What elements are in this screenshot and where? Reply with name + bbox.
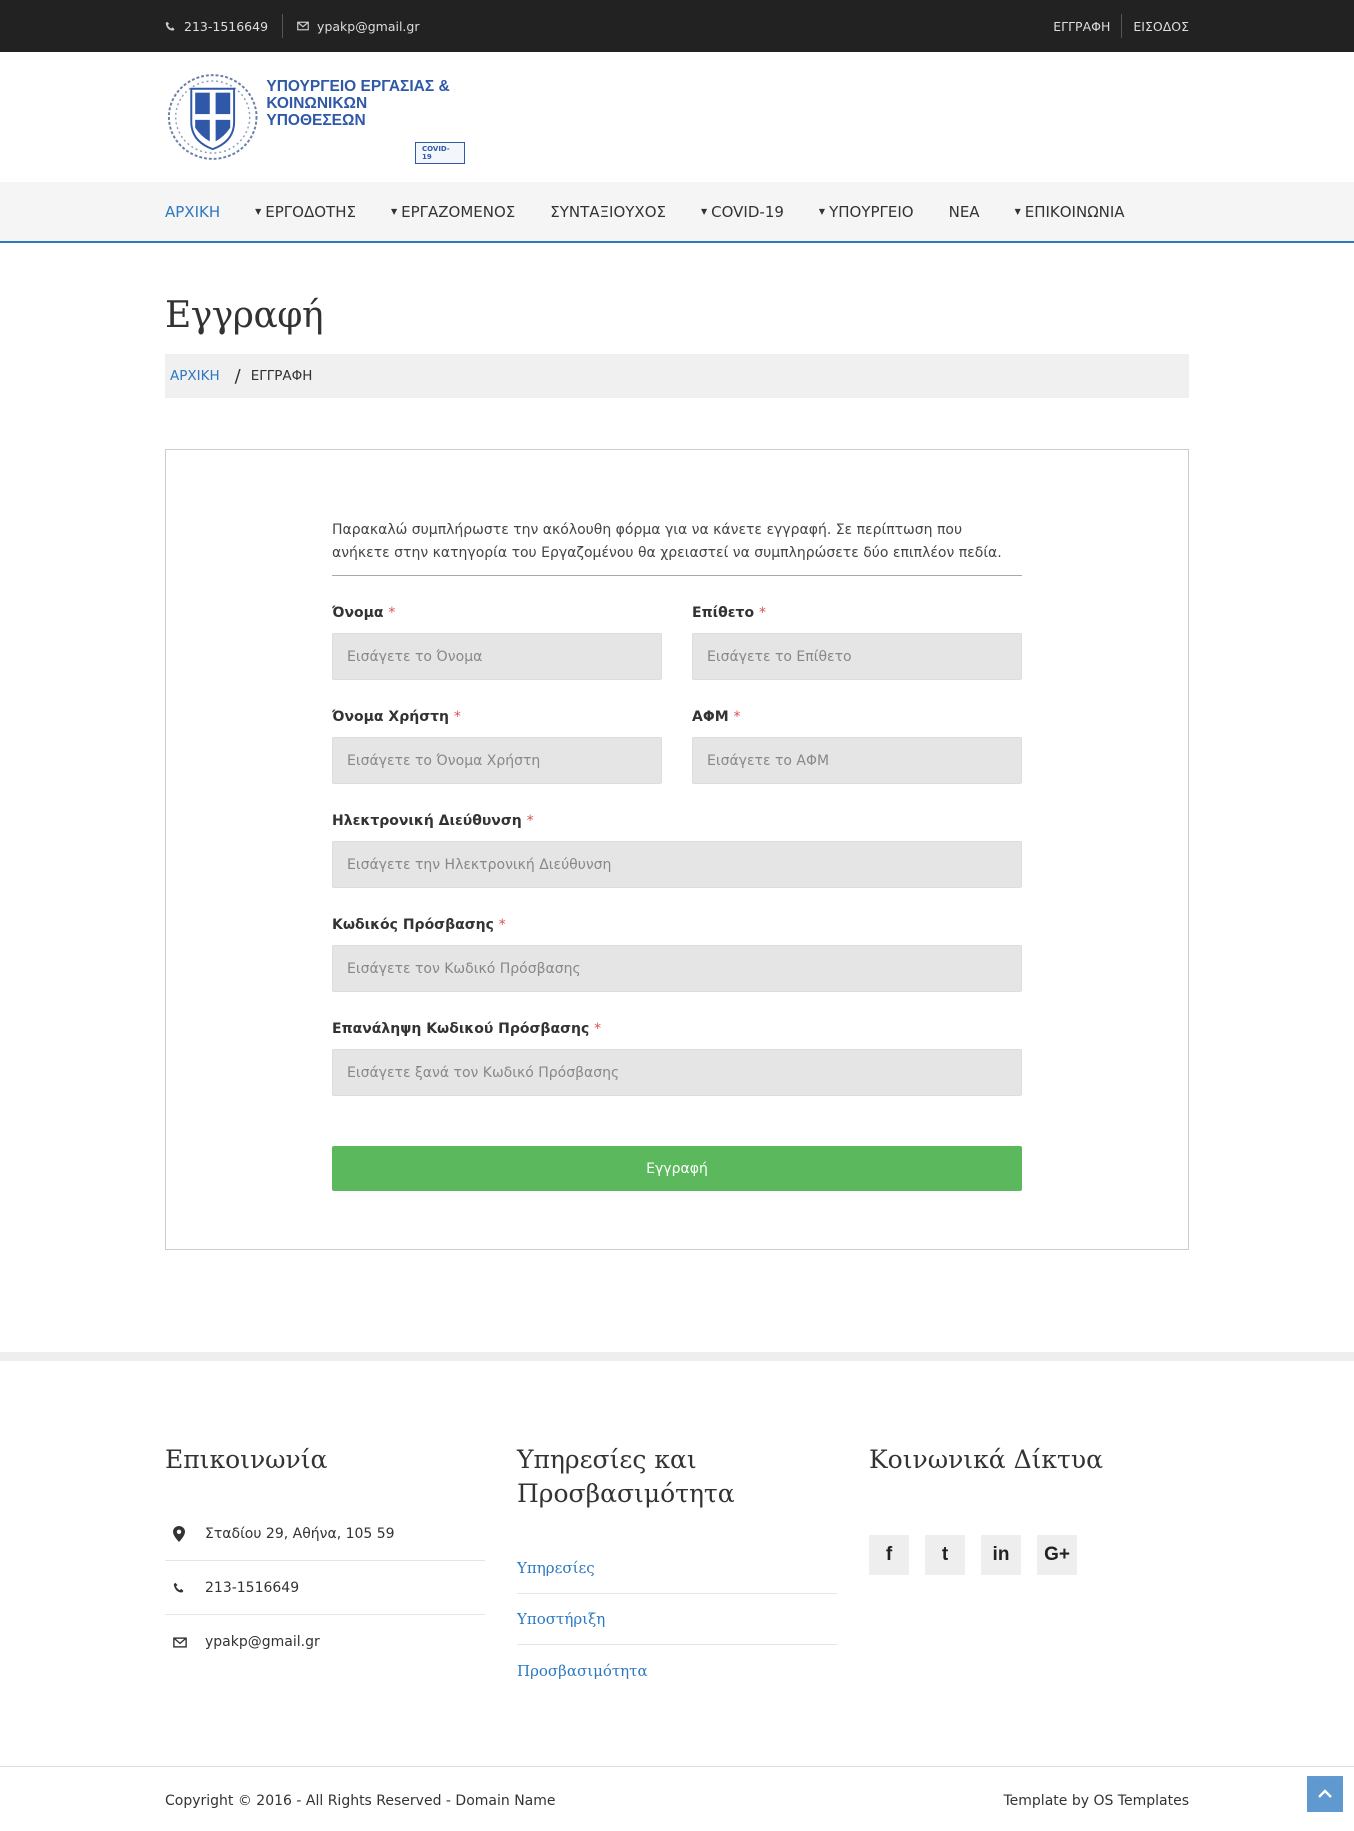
ministry-name	[266, 78, 465, 129]
registration-card	[165, 449, 1189, 1250]
footer-services	[517, 1443, 837, 1696]
bottom-bar	[0, 1766, 1354, 1831]
password-repeat-label	[332, 1021, 1022, 1037]
email-label-text: Ηλεκτρονική Διεύθυνση	[332, 813, 522, 829]
last-name-input[interactable]	[692, 633, 1022, 680]
nav-item-label: ΕΡΓΑΖΟΜΕΝΟΣ	[401, 202, 516, 221]
footer-phone	[165, 1561, 485, 1615]
footer-contact	[165, 1443, 485, 1696]
topbar-phone	[165, 19, 268, 34]
linkedin-icon[interactable]: in	[981, 1535, 1021, 1575]
username-label-text: Όνομα Χρήστη	[332, 709, 450, 725]
nav-item-1[interactable]	[255, 203, 356, 221]
phone-icon	[165, 21, 176, 32]
required-mark: *	[733, 709, 741, 725]
required-mark: *	[388, 605, 396, 621]
breadcrumb-separator: /	[234, 365, 241, 387]
nav-item-label: ΥΠΟΥΡΓΕΙΟ	[829, 202, 914, 221]
breadcrumb-current: ΕΓΓΡΑΦΗ	[250, 368, 313, 384]
footer-contact-title: Επικοινωνία	[165, 1445, 328, 1474]
nav-item-2[interactable]	[391, 203, 515, 221]
password-repeat-input[interactable]	[332, 1049, 1022, 1096]
username-input[interactable]	[332, 737, 662, 784]
register-submit-button[interactable]: Εγγραφή	[332, 1146, 1022, 1191]
email-input[interactable]	[332, 841, 1022, 888]
password-repeat-label-text: Επανάληψη Κωδικού Πρόσβασης	[332, 1021, 590, 1037]
ministry-name-line1: ΥΠΟΥΡΓΕΙΟ ΕΡΓΑΣΙΑΣ &	[266, 78, 450, 95]
nav-item-label: ΣΥΝΤΑΞΙΟΥΧΟΣ	[550, 202, 666, 221]
nav-item-label: COVID-19	[711, 202, 784, 221]
footer-address	[165, 1507, 485, 1561]
nav-item-label: ΑΡΧΙΚΗ	[165, 202, 221, 221]
copyright-text: Copyright © 2016 - All Rights Reserved - Domain Name	[165, 1793, 556, 1809]
form-intro: Παρακαλώ συμπλήρωστε την ακόλουθη φόρμα για να κάνετε εγγραφή. Σε περίπτωση που ανήκετε στην κατηγορία του Εργαζομένου θα χρειαστεί να συμπληρώσετε δύο επιπλέον πεδία.	[332, 519, 1022, 576]
afm-label-text: ΑΦΜ	[692, 709, 729, 725]
last-name-label-text: Επίθετο	[692, 605, 755, 621]
afm-input[interactable]	[692, 737, 1022, 784]
login-link[interactable]: ΕΙΣΟΔΟΣ	[1133, 18, 1189, 34]
nav-item-label: ΕΠΙΚΟΙΝΩΝΙΑ	[1024, 202, 1125, 221]
password-input[interactable]	[332, 945, 1022, 992]
footer-social	[869, 1443, 1189, 1696]
required-mark: *	[526, 813, 534, 829]
required-mark: *	[594, 1021, 602, 1037]
email-label	[332, 813, 1022, 829]
footer-service-link[interactable]: Προσβασιμότητα	[517, 1661, 648, 1680]
footer-service-link[interactable]: Υποστήριξη	[517, 1594, 837, 1645]
greek-emblem-icon	[165, 70, 260, 164]
twitter-icon[interactable]: t	[925, 1535, 965, 1575]
nav-item-0[interactable]	[165, 203, 220, 221]
topbar-email-text: ypakp@gmail.gr	[317, 18, 420, 34]
footer	[0, 1361, 1354, 1766]
covid-tag: COVID-19	[415, 142, 465, 164]
phone-icon	[173, 1582, 185, 1594]
facebook-icon[interactable]: f	[869, 1535, 909, 1575]
footer-divider	[0, 1352, 1354, 1361]
caret-down-icon: ▼	[818, 207, 826, 216]
caret-down-icon: ▼	[701, 207, 708, 216]
breadcrumb	[165, 354, 1189, 398]
username-label	[332, 709, 662, 725]
map-marker-icon	[173, 1526, 185, 1542]
nav-item-7[interactable]	[1015, 203, 1125, 221]
first-name-label	[332, 605, 662, 621]
password-label-text: Κωδικός Πρόσβασης	[332, 917, 494, 933]
last-name-label	[692, 605, 1022, 621]
topbar-divider	[1121, 14, 1122, 38]
header	[0, 52, 1354, 182]
envelope-icon	[297, 21, 309, 31]
chevron-up-icon	[1318, 1789, 1332, 1799]
footer-services-title: Υπηρεσίες και Προσβασιμότητα	[517, 1445, 735, 1508]
footer-email-text: ypakp@gmail.gr	[205, 1634, 320, 1650]
ministry-name-line2: ΚΟΙΝΩΝΙΚΩΝ ΥΠΟΘΕΣΕΩΝ	[266, 95, 368, 129]
breadcrumb-home[interactable]: ΑΡΧΙΚΗ	[170, 368, 220, 384]
footer-phone-text: 213-1516649	[205, 1579, 300, 1596]
footer-social-title: Κοινωνικά Δίκτυα	[869, 1445, 1103, 1474]
first-name-input[interactable]	[332, 633, 662, 680]
afm-label	[692, 709, 1022, 725]
back-to-top-button[interactable]	[1307, 1776, 1343, 1812]
required-mark: *	[758, 605, 766, 621]
nav-item-3[interactable]	[550, 203, 666, 221]
nav-item-5[interactable]	[819, 203, 914, 221]
page-title: Εγγραφή	[165, 295, 324, 336]
nav-item-label: ΝΕΑ	[948, 202, 980, 221]
template-credit[interactable]: Template by OS Templates	[1003, 1793, 1189, 1809]
footer-service-link[interactable]: Υπηρεσίες	[517, 1543, 837, 1594]
first-name-label-text: Όνομα	[332, 605, 384, 621]
password-label	[332, 917, 1022, 933]
registration-form	[332, 519, 1022, 1191]
required-mark: *	[498, 917, 506, 933]
required-mark: *	[453, 709, 461, 725]
main-nav	[0, 182, 1354, 243]
envelope-icon	[173, 1637, 187, 1648]
main-content	[165, 295, 1189, 1250]
register-link[interactable]: ΕΓΓΡΑΦΗ	[1053, 18, 1111, 34]
nav-item-label: ΕΡΓΟΔΟΤΗΣ	[265, 202, 356, 221]
topbar-divider	[282, 14, 283, 38]
nav-item-6[interactable]	[949, 203, 980, 221]
nav-item-4[interactable]	[701, 203, 784, 221]
topbar-email	[297, 19, 419, 34]
footer-address-text: Σταδίου 29, Αθήνα, 105 59	[205, 1525, 395, 1542]
ministry-logo[interactable]	[165, 70, 465, 164]
top-bar	[0, 0, 1354, 52]
caret-down-icon: ▼	[255, 207, 262, 216]
footer-email	[165, 1615, 485, 1669]
topbar-phone-text: 213-1516649	[184, 18, 269, 34]
caret-down-icon: ▼	[390, 207, 398, 216]
google-plus-icon[interactable]: G+	[1037, 1535, 1077, 1575]
caret-down-icon: ▼	[1014, 207, 1021, 216]
